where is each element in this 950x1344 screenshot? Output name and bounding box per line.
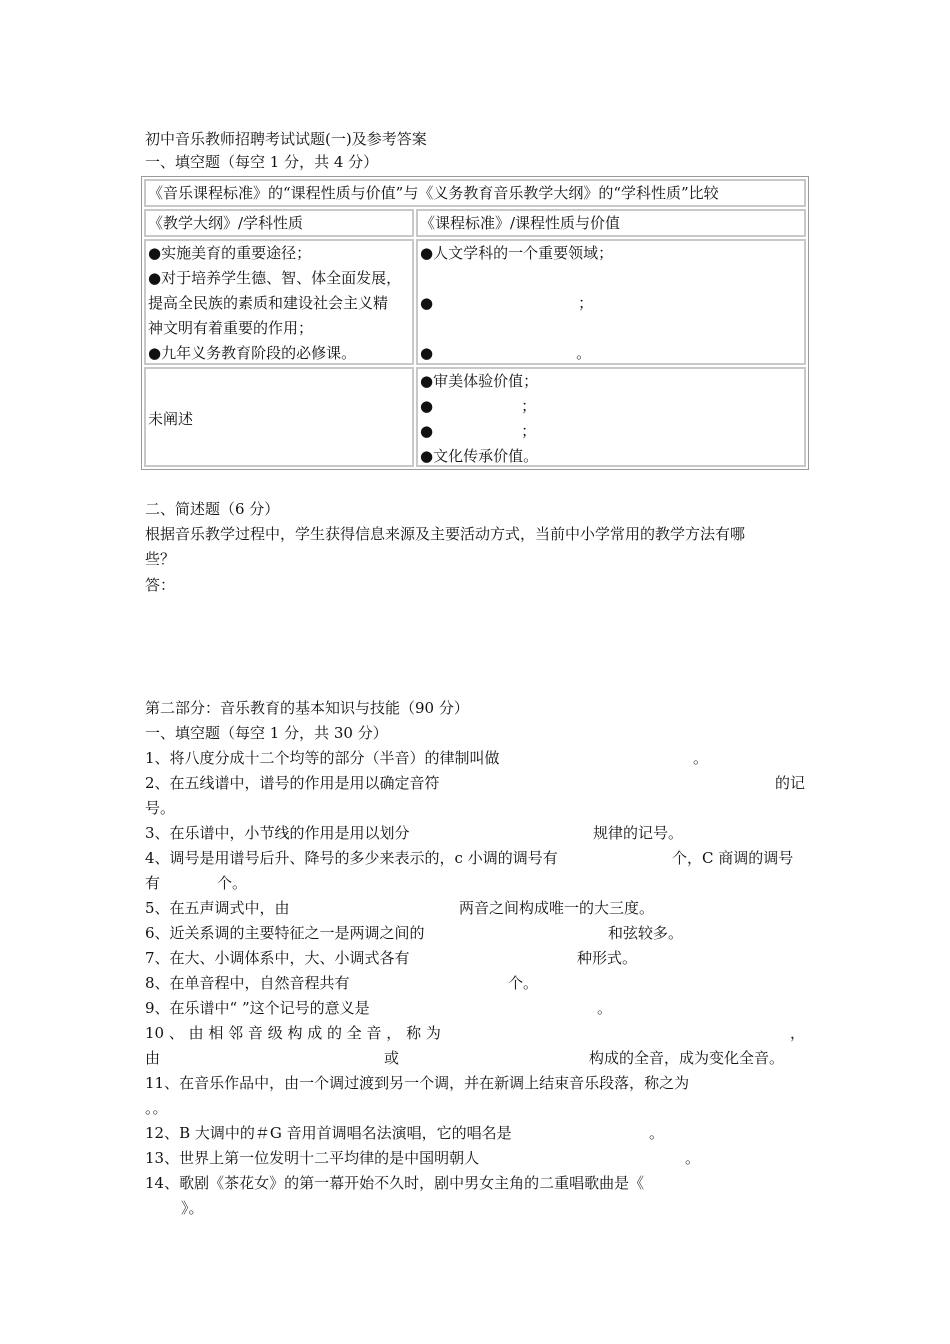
- question-14: 14、歌剧《茶花女》的第一幕开始不久时，剧中男女主角的二重唱歌曲是《: [145, 1174, 645, 1192]
- question-4-line2-tail: 个。: [217, 874, 248, 892]
- question-12-tail: 。: [649, 1124, 665, 1142]
- table-cell-outline-nature: [144, 239, 414, 365]
- punctuation: 。: [576, 344, 592, 362]
- question-text: 根据音乐教学过程中，学生获得信息来源及主要活动方式，当前中小学常用的教学方法有哪: [145, 525, 746, 543]
- question-3-tail: 规律的记号。: [593, 824, 684, 842]
- table-cell-not-stated: [144, 367, 414, 467]
- question-6-tail: 和弦较多。: [608, 924, 684, 942]
- question-13-tail: 。: [685, 1149, 701, 1167]
- question-8: 8、在单音程中，自然音程共有: [145, 974, 350, 992]
- comparison-table: [141, 176, 809, 470]
- table-column-left-header: 《教学大纲》/学科性质: [144, 209, 414, 237]
- question-4-line2: 有: [145, 874, 161, 892]
- table-line: 提高全民族的素质和建设社会主义精: [148, 294, 389, 312]
- question-10-or: 或: [384, 1049, 400, 1067]
- question-10-line2-tail: 构成的全音，成为变化全音。: [589, 1049, 785, 1067]
- question-10: 10 、 由 相 邻 音 级 构 成 的 全 音 ， 称 为: [145, 1024, 441, 1042]
- question-10-comma: ，: [790, 1024, 806, 1042]
- table-line-blank: [420, 419, 804, 444]
- table-line: ●审美体验价值；: [420, 372, 539, 390]
- table-text: 未阐述: [148, 410, 194, 428]
- punctuation: ；: [521, 422, 537, 440]
- part-two-title: 第二部分：音乐教育的基本知识与技能（90 分）: [145, 699, 469, 717]
- document-title: 初中音乐教师招聘考试试题(一)及参考答案: [145, 130, 427, 148]
- table-line: ●人文学科的一个重要领域；: [420, 244, 614, 262]
- table-column-right-header: 《课程标准》/课程性质与价值: [416, 209, 806, 237]
- table-header: 《音乐课程标准》的“课程性质与价值”与《义务教育音乐教学大纲》的“学科性质”比较: [144, 179, 806, 207]
- table-line-blank: [420, 394, 804, 419]
- table-line: ●对于培养学生德、智、体全面发展，: [148, 269, 402, 287]
- question-2: 2、在五线谱中，谱号的作用是用以确定音符: [145, 774, 440, 792]
- question-1: 1、将八度分成十二个均等的部分（半音）的律制叫做: [145, 749, 500, 767]
- table-line: ●实施美育的重要途径；: [148, 244, 312, 262]
- punctuation: ；: [521, 397, 537, 415]
- question-12: 12、B 大调中的＃G 音用首调唱名法演唱，它的唱名是: [145, 1124, 512, 1142]
- section-heading-brief: 二、简述题（6 分）: [145, 500, 280, 518]
- question-13: 13、世界上第一位发明十二平均律的是中国明朝人: [145, 1149, 480, 1167]
- question-14-line2: 》。: [181, 1199, 204, 1217]
- question-4-tail: 个，C 商调的调号: [672, 849, 794, 867]
- section-heading-fill-blank: 一、填空题（每空 1 分，共 4 分）: [145, 153, 379, 171]
- question-2-tail: 的记: [775, 774, 806, 792]
- question-6: 6、近关系调的主要特征之一是两调之间的: [145, 924, 425, 942]
- question-8-tail: 个。: [508, 974, 539, 992]
- question-11: 11、在音乐作品中，由一个调过渡到另一个调，并在新调上结束音乐段落，称之为: [145, 1074, 690, 1092]
- question-3: 3、在乐谱中，小节线的作用是用以划分: [145, 824, 410, 842]
- section-heading-fill-blank-2: 一、填空题（每空 1 分，共 30 分）: [145, 724, 388, 742]
- table-cell-standard-nature: [416, 239, 806, 365]
- bullet: ●: [420, 344, 434, 362]
- question-1-end: 。: [693, 749, 709, 767]
- table-line: ●文化传承价值。: [420, 447, 539, 465]
- bullet: ●: [420, 397, 434, 415]
- table-line: 神文明有着重要的作用；: [148, 319, 314, 337]
- bullet: ●: [420, 422, 434, 440]
- question-10-line2: 由: [145, 1049, 161, 1067]
- bullet: ●: [420, 294, 434, 312]
- question-7: 7、在大、小调体系中，大、小调式各有: [145, 949, 410, 967]
- question-9: 9、在乐谱中“ ”这个记号的意义是: [145, 999, 370, 1017]
- answer-label: 答：: [145, 576, 176, 594]
- punctuation: ；: [578, 294, 594, 312]
- question-11-line2: 。。: [145, 1099, 168, 1117]
- question-2-line2: 号。: [145, 799, 176, 817]
- question-5-tail: 两音之间构成唯一的大三度。: [459, 899, 655, 917]
- question-text: 些？: [145, 550, 176, 568]
- question-5: 5、在五声调式中，由: [145, 899, 290, 917]
- question-4: 4、调号是用谱号后升、降号的多少来表示的，c 小调的调号有: [145, 849, 558, 867]
- table-line: ●九年义务教育阶段的必修课。: [148, 344, 357, 362]
- question-7-tail: 种形式。: [577, 949, 638, 967]
- table-cell-values: [416, 367, 806, 467]
- question-9-tail: 。: [597, 999, 613, 1017]
- table-line-blank: [420, 341, 804, 365]
- table-line-blank: [420, 291, 804, 316]
